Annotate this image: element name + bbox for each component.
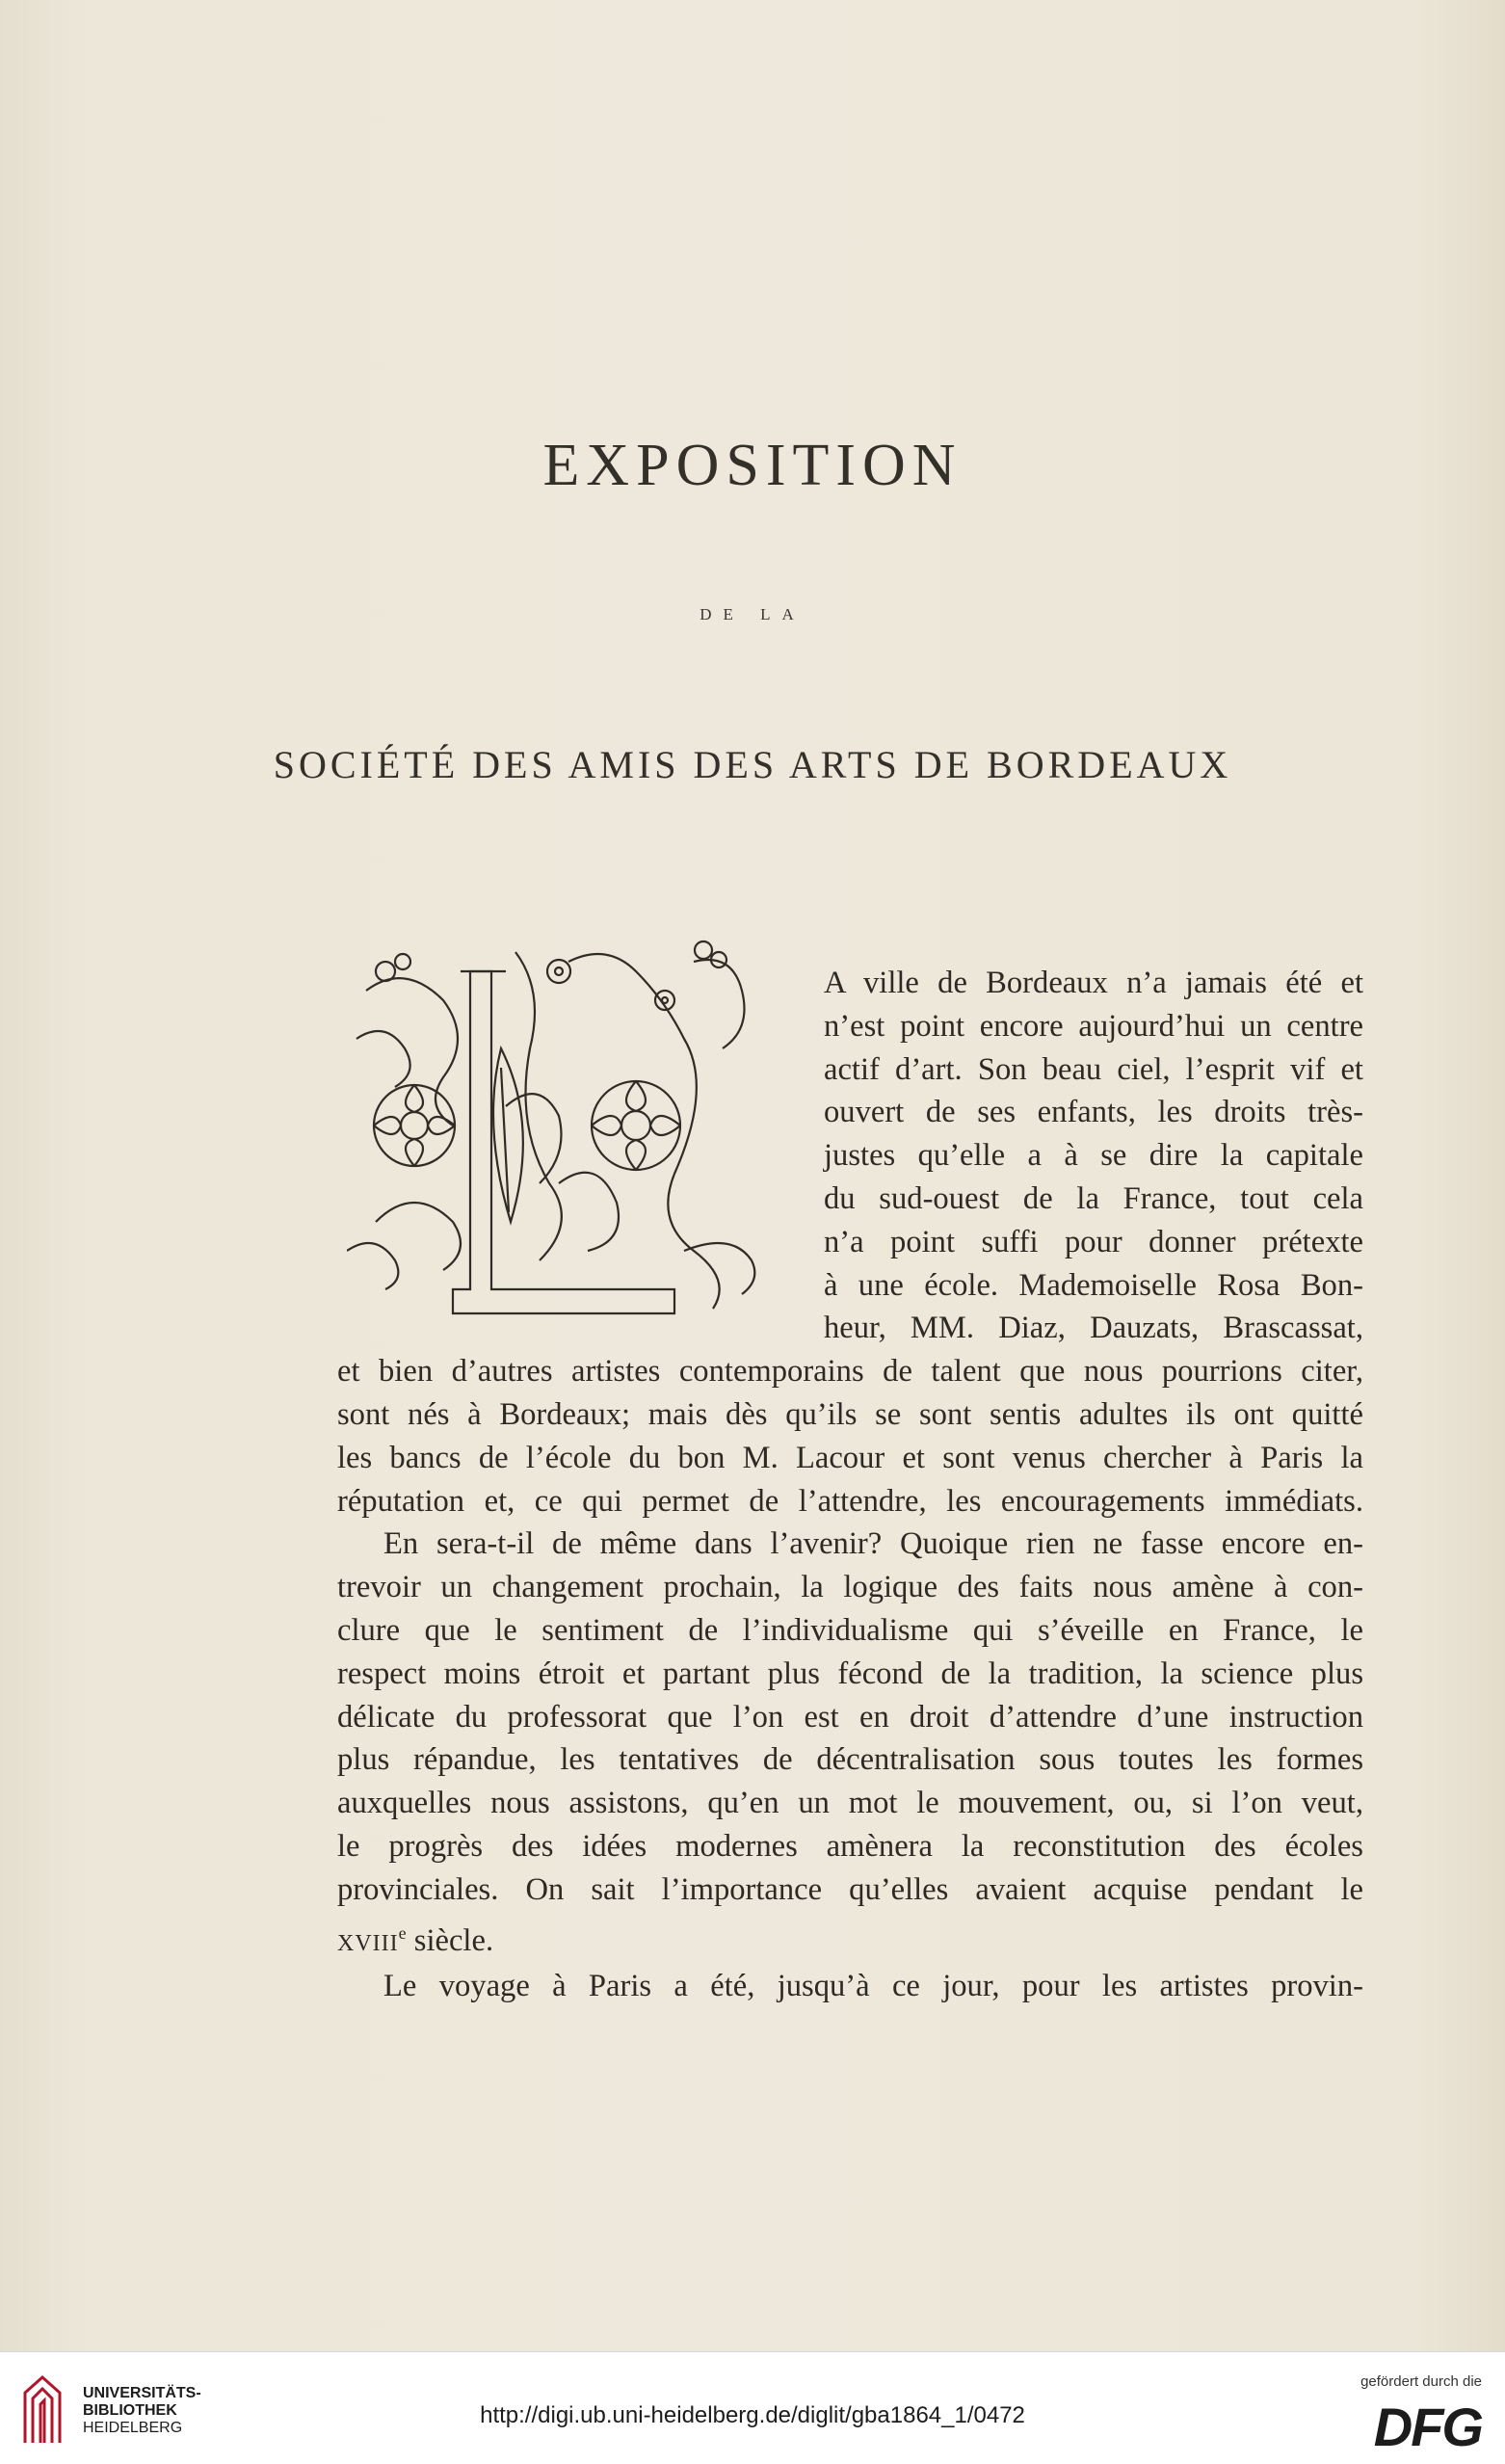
- library-line-1: UNIVERSITÄTS-: [83, 2385, 201, 2401]
- text-line: auxquelles nous assistons, qu’en un mot le mouvement, ou, si l’on veut,: [337, 1786, 1363, 1821]
- text-line: actif d’art. Son beau ciel, l’esprit vif et: [824, 1051, 1363, 1087]
- footer-bar: [0, 2351, 1505, 2464]
- text-line: clure que le sentiment de l’individualisme qui s’éveille en France, le: [337, 1612, 1363, 1648]
- dfg-logo: DFG: [1373, 2397, 1482, 2457]
- funding-label: gefördert durch die: [1360, 2373, 1482, 2390]
- text-line: provinciales. On sait l’importance qu’elles avaient acquise pendant le: [337, 1871, 1363, 1907]
- text-line: ouvert de ses enfants, les droits très-: [824, 1095, 1363, 1130]
- section-heading: SOCIÉTÉ DES AMIS DES ARTS DE BORDEAUX: [273, 743, 1232, 786]
- text-line: n’est point encore aujourd’hui un centre: [824, 1008, 1363, 1044]
- text-line: heur, MM. Diaz, Dauzats, Brascassat,: [824, 1311, 1363, 1346]
- library-line-3: HEIDELBERG: [83, 2420, 183, 2436]
- text-line: En sera-t-il de même dans l’avenir? Quoique rien ne fasse encore en-: [383, 1526, 1363, 1562]
- paragraph-1: [337, 1350, 1363, 1523]
- paragraph-2: [337, 1523, 1363, 1965]
- body-text: [337, 962, 1363, 2008]
- text-line: les bancs de l’école du bon M. Lacour et sont venus chercher à Paris la: [337, 1440, 1363, 1475]
- century-superscript: e: [398, 1922, 407, 1943]
- library-line-2: BIBLIOTHEK: [83, 2402, 177, 2419]
- text-line: justes qu’elle a à se dire la capitale: [824, 1138, 1363, 1174]
- text-line-century: [337, 1912, 1363, 1966]
- page-title: EXPOSITION: [542, 433, 963, 498]
- paragraph-3: [337, 1965, 1363, 2008]
- text-line: du sud-ouest de la France, tout cela: [824, 1180, 1363, 1216]
- text-line: n’a point suffi pour donner prétexte: [824, 1224, 1363, 1259]
- text-line: et bien d’autres artistes contemporains de talent que nous pourrions citer,: [337, 1354, 1363, 1390]
- text-line: à une école. Mademoiselle Rosa Bon-: [824, 1267, 1363, 1303]
- source-url-link[interactable]: http://digi.ub.uni-heidelberg.de/diglit/gba1864_1/0472: [480, 2402, 1025, 2428]
- century-word: siècle.: [406, 1922, 494, 1958]
- page-subtitle: DE LA: [700, 605, 805, 623]
- text-line: le progrès des idées modernes amènera la reconstitution des écoles: [337, 1828, 1363, 1864]
- text-line: respect moins étroit et partant plus fécond de la tradition, la science plus: [337, 1656, 1363, 1691]
- text-line: réputation et, ce qui permet de l’attendre, les encouragements immédiats.: [337, 1483, 1363, 1519]
- text-line: Le voyage à Paris a été, jusqu’à ce jour, pour les artistes provin-: [383, 1969, 1363, 2004]
- text-line: sont nés à Bordeaux; mais dès qu’ils se sont sentis adultes ils ont quitté: [337, 1396, 1363, 1432]
- text-line: A ville de Bordeaux n’a jamais été et: [824, 966, 1363, 1000]
- drop-cap-paragraph: [337, 962, 1363, 1350]
- text-line: plus répandue, les tentatives de décentralisation sous toutes les formes: [337, 1742, 1363, 1778]
- text-line: trevoir un changement prochain, la logique des faits nous amène à con-: [337, 1570, 1363, 1605]
- century-numeral: XVIII: [337, 1930, 399, 1956]
- text-line: délicate du professorat que l’on est en droit d’attendre d’une instruction: [337, 1699, 1363, 1735]
